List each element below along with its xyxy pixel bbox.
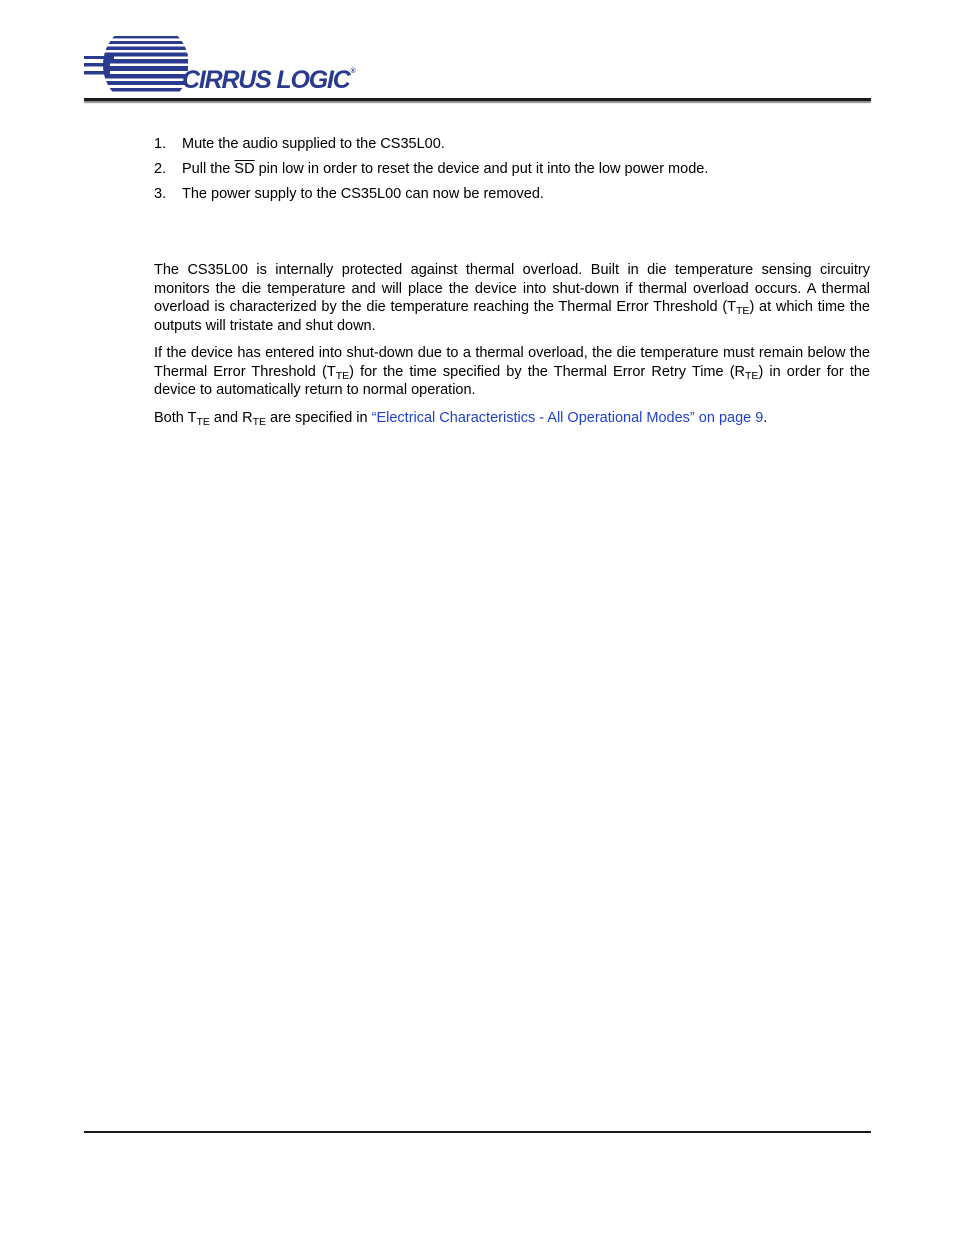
logo-wordmark: CIRRUS LOGIC® xyxy=(182,66,355,94)
list-item: 2. Pull the $\overline{SD}$ pin low in order to reset the device and put it into the low power mode. xyxy=(154,161,709,177)
paragraph: If the device has entered into shut-down due to a thermal overload, the die temperature must remain below the Thermal Error Threshold $(T_{TE})$ for the time specified by the Thermal Error Retry Time $(R_{TE})$ in order for the device to automatically return to normal operation. xyxy=(154,345,870,398)
header-rule xyxy=(84,98,871,101)
paragraph: Both $T_{TE}$ and $R_{TE}$ are specified in “Electrical Characteristics - All Operational Modes” on page 9. xyxy=(154,409,768,428)
list-item: 3. The power supply to the CS35L00 can now be removed. xyxy=(154,186,544,202)
electrical-characteristics-link[interactable]: “Electrical Characteristics - All Operational Modes” on page 9 xyxy=(371,409,764,426)
thermal-protection-section xyxy=(154,261,870,436)
list-item: 1. Mute the audio supplied to the CS35L00. xyxy=(154,136,445,152)
sd-pin-label: $\overline{SD}$ xyxy=(234,161,255,177)
power-down-steps xyxy=(154,136,870,211)
paragraph: The CS35L00 is internally protected against thermal overload. Built in die temperature sensing circuitry monitors the die temperature and will place the device into shut-down if thermal overload occurs. A thermal overload is characterized by the die temperature reaching the Thermal Error Threshold $(T_{TE})$ at which time the outputs will tristate and shut down. xyxy=(154,262,870,334)
footer-rule xyxy=(84,1131,871,1133)
